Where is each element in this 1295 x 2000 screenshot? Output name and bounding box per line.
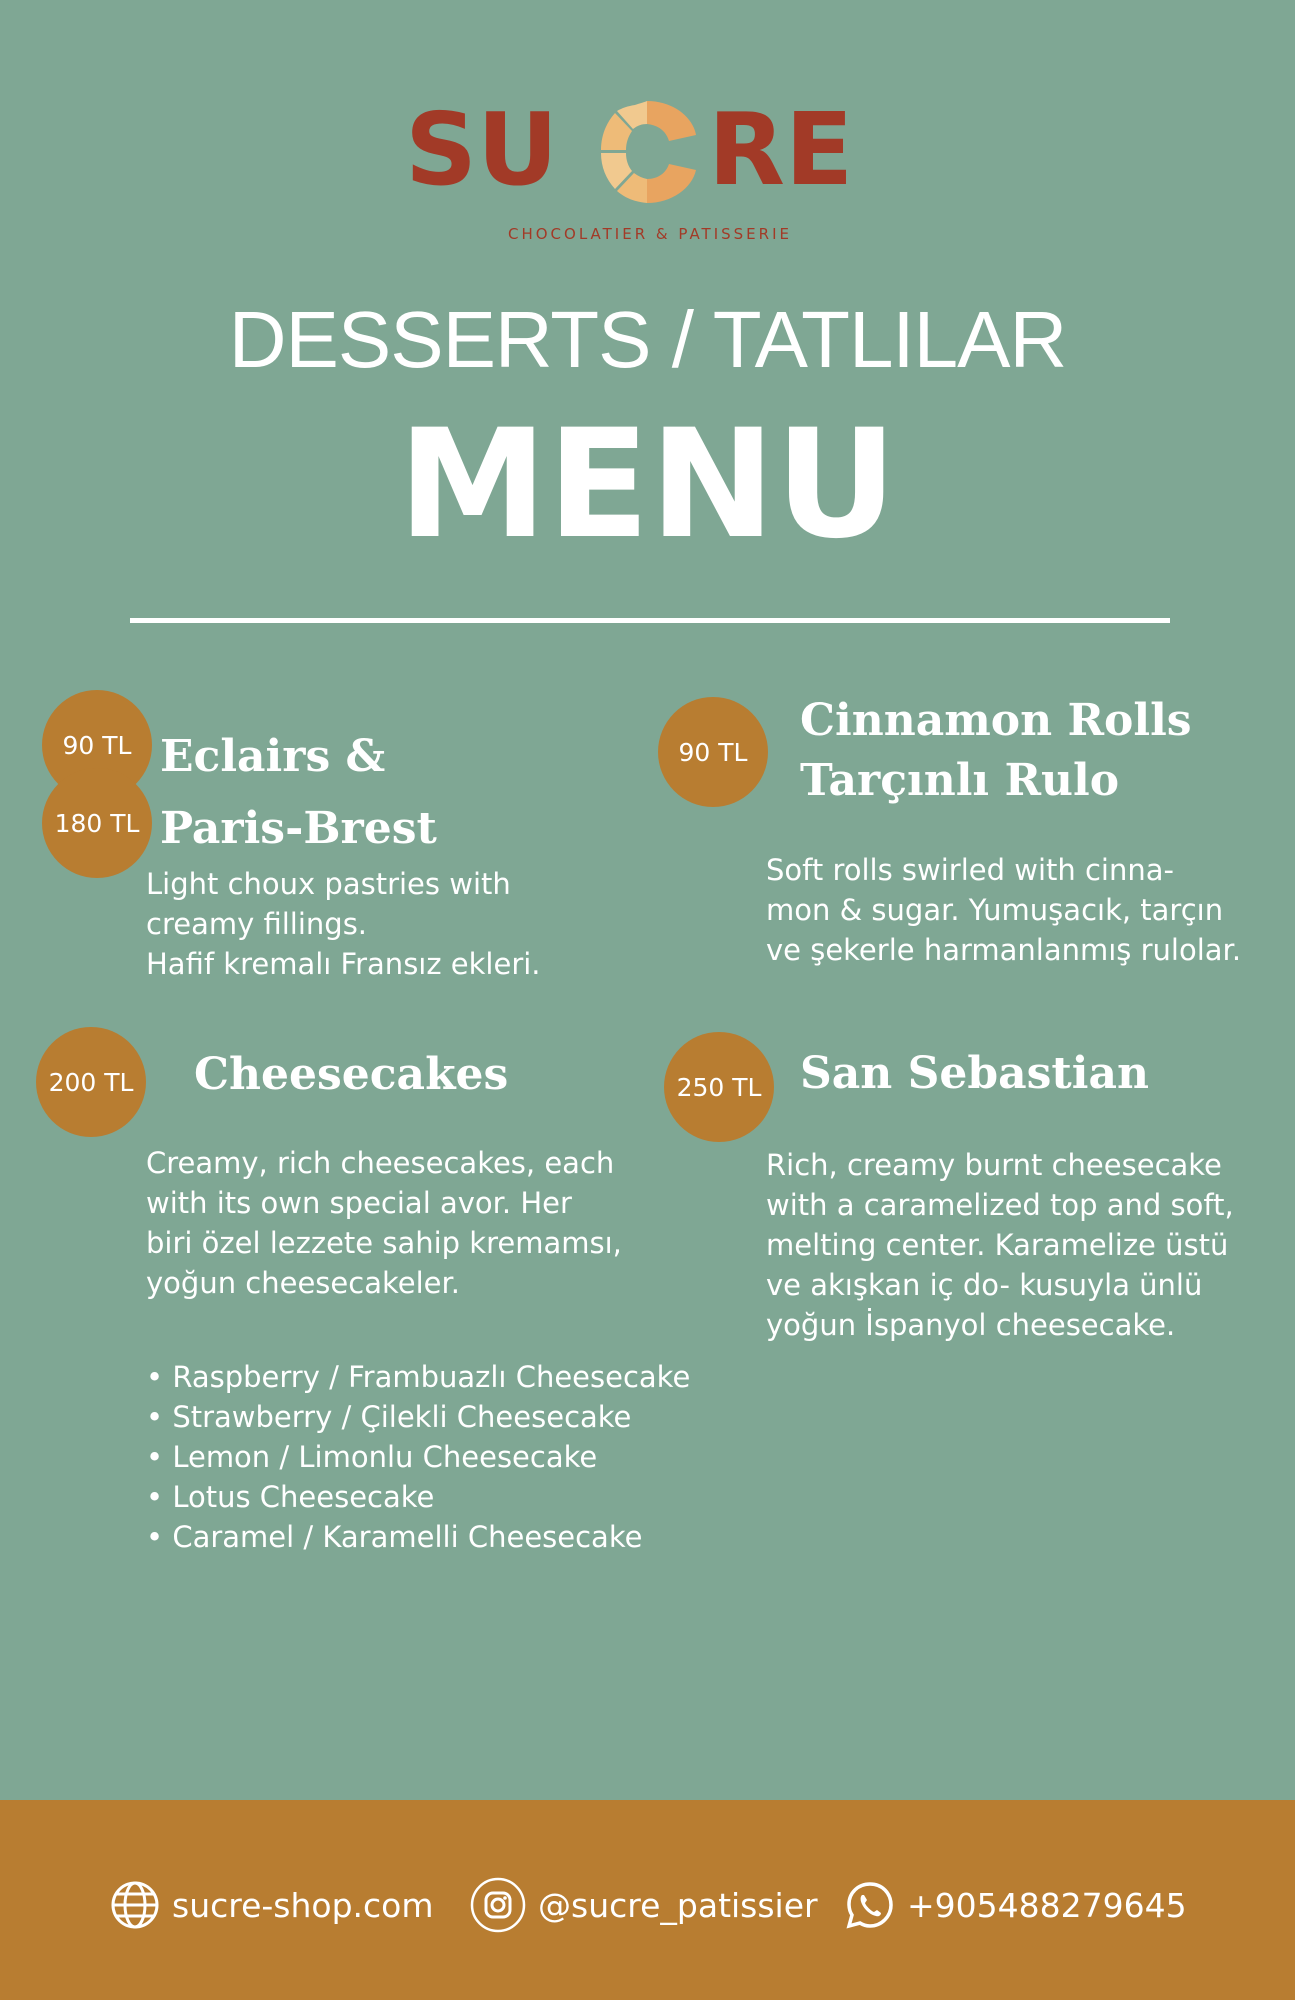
instagram-icon: [470, 1877, 526, 1933]
logo-wordmark: [400, 91, 900, 208]
price-badge: 90 TL: [42, 690, 152, 800]
description-line: creamy fillings.: [146, 907, 368, 941]
divider: [130, 618, 1170, 623]
item-title: Eclairs &: [160, 731, 386, 782]
instagram-link[interactable]: [470, 1875, 818, 1935]
description-line: mon & sugar. Yumuşacık, tarçın: [766, 893, 1224, 927]
description-line: biri özel lezzete sahip kremamsı,: [146, 1226, 622, 1260]
variety-list: [146, 1357, 690, 1557]
description-line: yoğun İspanyol cheesecake.: [766, 1308, 1176, 1342]
description-line: Hafif kremalı Fransız ekleri.: [146, 947, 541, 981]
item-description: [766, 850, 1241, 970]
description-line: ve şekerle harmanlanmış rulolar.: [766, 933, 1242, 967]
description-line: ve akışkan iç do- kusuyla ünlü: [766, 1268, 1203, 1302]
price-badge: 90 TL: [658, 697, 768, 807]
whatsapp-icon: [845, 1880, 895, 1930]
item-title: Tarçınlı Rulo: [800, 755, 1120, 806]
description-line: with its own special avor. Her: [146, 1186, 572, 1220]
item-description: [146, 1143, 622, 1303]
instagram-text: @sucre_patissier: [538, 1885, 818, 1925]
website-text: sucre-shop.com: [172, 1885, 434, 1925]
item-description: [766, 1145, 1234, 1345]
price-badge: 200 TL: [36, 1027, 146, 1137]
globe-icon: [110, 1880, 160, 1930]
logo-text-right: RE: [708, 91, 854, 208]
logo-text-left: SU: [405, 91, 559, 208]
variety-item: • Lotus Cheesecake: [146, 1480, 435, 1514]
description-line: melting center. Karamelize üstü: [766, 1228, 1229, 1262]
brand-tagline: CHOCOLATIER & PATISSERIE: [508, 225, 792, 243]
item-title: San Sebastian: [800, 1048, 1149, 1099]
description-line: Creamy, rich cheesecakes, each: [146, 1146, 615, 1180]
description-line: yoğun cheesecakeler.: [146, 1266, 460, 1300]
variety-item: • Raspberry / Frambuazlı Cheesecake: [146, 1360, 691, 1394]
item-description: [146, 864, 541, 984]
price-badge: 180 TL: [42, 768, 152, 878]
item-title: Cinnamon Rolls: [800, 695, 1192, 746]
variety-item: • Caramel / Karamelli Cheesecake: [146, 1520, 643, 1554]
description-line: Soft rolls swirled with cinna-: [766, 853, 1174, 887]
brand-logo: [400, 91, 900, 255]
item-title: Cheesecakes: [194, 1049, 509, 1100]
variety-item: • Lemon / Limonlu Cheesecake: [146, 1440, 598, 1474]
item-title: Paris-Brest: [160, 803, 437, 854]
description-line: with a caramelized top and soft,: [766, 1188, 1234, 1222]
description-line: Rich, creamy burnt cheesecake: [766, 1148, 1222, 1182]
page-title: MENU: [397, 398, 898, 572]
price-badge: 250 TL: [664, 1032, 774, 1142]
phone-text: +905488279645: [907, 1885, 1187, 1925]
website-link[interactable]: [110, 1875, 434, 1935]
footer: [0, 1800, 1295, 2000]
variety-item: • Strawberry / Çilekli Cheesecake: [146, 1400, 632, 1434]
phone-link[interactable]: [845, 1875, 1187, 1935]
section-heading: DESSERTS / TATLILAR: [228, 295, 1067, 384]
description-line: Light choux pastries with: [146, 867, 511, 901]
croissant-icon: [595, 93, 700, 208]
